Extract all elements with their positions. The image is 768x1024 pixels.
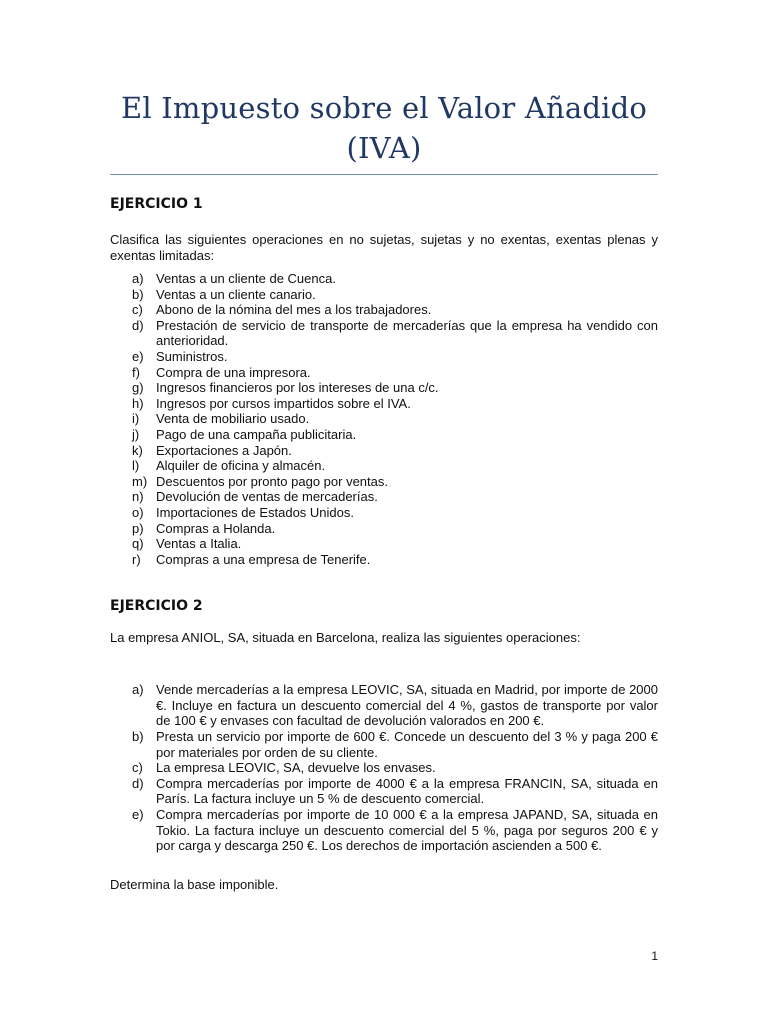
- list-item-marker: i): [132, 411, 140, 427]
- list-item-text: Descuentos por pronto pago por ventas.: [156, 473, 388, 489]
- list-item-text: Venta de mobiliario usado.: [156, 411, 310, 427]
- list-item-marker: r): [132, 551, 141, 567]
- list-item-text: Ventas a un cliente de Cuenca.: [156, 271, 336, 286]
- list-item-marker: g): [132, 380, 144, 396]
- list-item-marker: e): [132, 348, 144, 364]
- list-item-marker: b): [132, 286, 144, 302]
- list-item-marker: d): [132, 775, 144, 791]
- list-item: [110, 318, 658, 349]
- list-item-text: Devolución de ventas de mercaderías.: [156, 489, 378, 505]
- title-divider: [110, 174, 658, 175]
- list-item-text: Compra de una impresora.: [156, 364, 311, 380]
- exercise-2-list: [110, 682, 658, 854]
- list-item: [110, 760, 658, 776]
- list-item: [110, 302, 658, 318]
- list-item-text: Prestación de servicio de transporte de mercaderías que la empresa ha vendido con anterioridad.: [156, 317, 658, 349]
- list-item-marker: k): [132, 442, 143, 458]
- list-item-text: Ventas a un cliente canario.: [156, 286, 316, 302]
- list-item-marker: j): [132, 426, 140, 442]
- exercise-1-list: [110, 271, 658, 567]
- list-item-marker: p): [132, 520, 144, 536]
- list-item-marker: n): [132, 489, 144, 505]
- list-item: [110, 287, 658, 303]
- list-item-marker: c): [132, 302, 143, 318]
- list-item-text: Ventas a Italia.: [156, 536, 242, 552]
- list-item-marker: a): [132, 682, 144, 698]
- list-item-marker: o): [132, 504, 144, 520]
- list-item: [110, 536, 658, 552]
- list-item-text: Compra mercaderías por importe de 4000 € a la empresa FRANCIN, SA, situada en París. La factura incluye un 5 % de descuento comercial.: [156, 775, 658, 807]
- list-item-marker: c): [132, 760, 143, 776]
- list-item: [110, 443, 658, 459]
- list-item-marker: q): [132, 536, 144, 552]
- list-item: [110, 474, 658, 490]
- exercise-2-heading: EJERCICIO 2: [110, 598, 203, 615]
- list-item-text: Compras a Holanda.: [156, 520, 276, 536]
- list-item-marker: f): [132, 364, 140, 380]
- list-item-text: Ingresos por cursos impartidos sobre el IVA.: [156, 395, 411, 411]
- list-item: [110, 489, 658, 505]
- list-item: [110, 396, 658, 412]
- exercise-1-intro: Clasifica las siguientes operaciones en no sujetas, sujetas y no exentas, exentas plenas y exentas limitadas:: [110, 232, 658, 263]
- document-title: El Impuesto sobre el Valor Añadido (IVA): [121, 91, 647, 165]
- list-item-text: Importaciones de Estados Unidos.: [156, 504, 354, 520]
- exercise-2-intro: La empresa ANIOL, SA, situada en Barcelona, realiza las siguientes operaciones:: [110, 630, 581, 646]
- list-item: [110, 729, 658, 760]
- list-item-marker: m): [132, 473, 148, 489]
- list-item: [110, 521, 658, 537]
- list-item: [110, 807, 658, 854]
- list-item-text: Presta un servicio por importe de 600 €. Concede un descuento del 3 % y paga 200 € por materiales por orden de su cliente.: [156, 729, 658, 760]
- list-item-text: Alquiler de oficina y almacén.: [156, 458, 326, 474]
- list-item: [110, 458, 658, 474]
- list-item: [110, 411, 658, 427]
- list-item: [110, 505, 658, 521]
- list-item-text: Ingresos financieros por los intereses de una c/c.: [156, 380, 439, 396]
- list-item-text: Compras a una empresa de Tenerife.: [156, 551, 371, 567]
- list-item-text: Pago de una campaña publicitaria.: [156, 426, 357, 442]
- list-item: [110, 380, 658, 396]
- list-item-text: La empresa LEOVIC, SA, devuelve los envases.: [156, 760, 436, 776]
- list-item-text: Suministros.: [156, 348, 228, 364]
- document-page: [110, 0, 658, 893]
- list-item-marker: b): [132, 729, 144, 745]
- list-item: [110, 776, 658, 807]
- exercise-1-heading: EJERCICIO 1: [110, 196, 203, 212]
- exercise-2-closing: Determina la base imponible.: [110, 876, 279, 892]
- list-item: [110, 552, 658, 568]
- list-item-text: Abono de la nómina del mes a los trabajadores.: [156, 302, 432, 318]
- list-item: [110, 682, 658, 729]
- list-item: [110, 271, 658, 287]
- list-item-text: Compra mercaderías por importe de 10 000 € a la empresa JAPAND, SA, situada en Tokio. La factura incluye un descuento comercial del 5 %, paga por seguros 200 € y por carga y descarga 250 €. Los derechos de importación ascienden a 500 €.: [156, 807, 658, 854]
- list-item: [110, 365, 658, 381]
- list-item-marker: a): [132, 271, 144, 286]
- page-number: 1: [651, 949, 658, 963]
- list-item: [110, 427, 658, 443]
- list-item-text: Vende mercaderías a la empresa LEOVIC, SA, situada en Madrid, por importe de 2000 €. Incluye en factura un descuento comercial del 4 %, gastos de transporte por valor de 100 € y envases con facultad de devolución valorados en 200 €.: [156, 682, 658, 729]
- list-item-text: Exportaciones a Japón.: [156, 442, 292, 458]
- list-item-marker: d): [132, 317, 144, 333]
- list-item: [110, 349, 658, 365]
- list-item-marker: h): [132, 395, 144, 411]
- list-item-marker: l): [132, 458, 140, 474]
- list-item-marker: e): [132, 807, 144, 823]
